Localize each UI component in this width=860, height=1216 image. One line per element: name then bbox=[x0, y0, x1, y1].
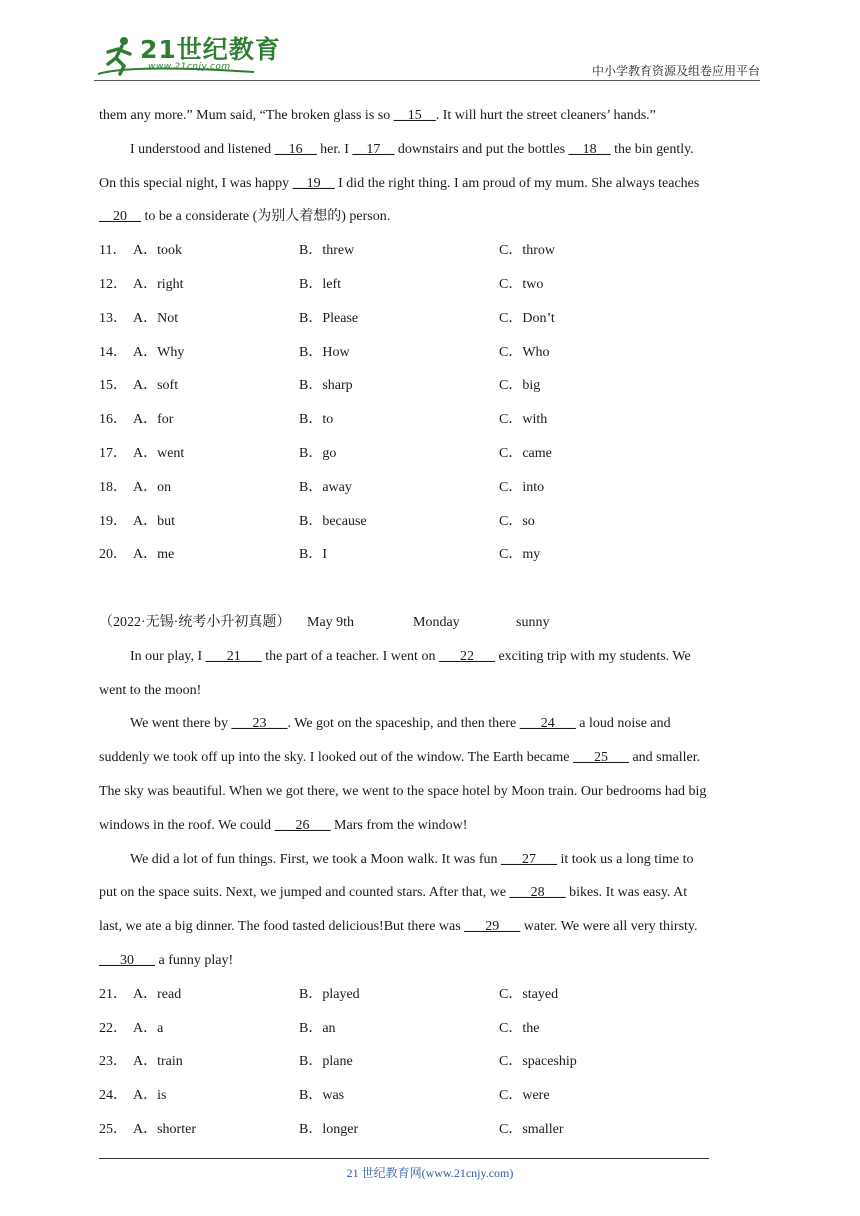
option-a[interactable]: A．is bbox=[133, 1088, 167, 1104]
option-b[interactable]: B．because bbox=[299, 513, 367, 529]
passage-line bbox=[99, 203, 761, 237]
passage-text: We went there by bbox=[130, 716, 232, 732]
option-c[interactable]: C．spaceship bbox=[499, 1054, 577, 1070]
option-c[interactable]: C．my bbox=[499, 547, 541, 563]
option-c[interactable]: C．Who bbox=[499, 344, 550, 360]
passage-line bbox=[99, 812, 761, 846]
passage-text: the part of a teacher. I went on bbox=[261, 648, 439, 664]
passage-line bbox=[99, 677, 761, 711]
option-a[interactable]: A．a bbox=[133, 1020, 164, 1036]
blank-number: __20__ bbox=[99, 209, 141, 225]
question-number: 15． bbox=[99, 378, 127, 394]
question-number: 11． bbox=[99, 243, 127, 259]
passage-line bbox=[99, 136, 761, 170]
passage-line bbox=[99, 879, 761, 913]
option-a[interactable]: A．went bbox=[133, 445, 185, 461]
question-number: 21． bbox=[99, 986, 127, 1002]
option-b[interactable]: B．plane bbox=[299, 1054, 353, 1070]
passage-line bbox=[99, 643, 761, 677]
options-list-2 bbox=[99, 981, 761, 1150]
passage-text: We did a lot of fun things. First, we took a Moon walk. It was fun bbox=[130, 851, 501, 867]
question-options-row bbox=[99, 981, 761, 1015]
question-number: 22． bbox=[99, 1020, 127, 1036]
passage-text: windows in the roof. We could bbox=[99, 817, 275, 833]
passage-text: downstairs and put the bottles bbox=[394, 141, 569, 157]
passage-text: water. We were all very thirsty. bbox=[520, 919, 698, 935]
passage-line bbox=[99, 102, 761, 136]
option-b[interactable]: B．threw bbox=[299, 243, 355, 259]
options-list-1 bbox=[99, 237, 761, 575]
passage-text: In our play, I bbox=[130, 648, 206, 664]
footer-text: 21 世纪教育网(www.21cnjy.com) bbox=[346, 1166, 514, 1180]
passage-text: it took us a long time to bbox=[557, 851, 694, 867]
option-a[interactable]: A．on bbox=[133, 479, 172, 495]
logo-text: 21世纪教育 bbox=[140, 35, 281, 64]
option-b[interactable]: B．left bbox=[299, 276, 341, 292]
blank-number: ___29___ bbox=[464, 919, 521, 935]
document-content bbox=[99, 102, 761, 1150]
blank-number: __17__ bbox=[352, 141, 395, 157]
option-c[interactable]: C．the bbox=[499, 1020, 540, 1036]
option-a[interactable]: A．shorter bbox=[133, 1121, 196, 1137]
header-divider bbox=[94, 80, 760, 81]
option-b[interactable]: B．I bbox=[299, 547, 327, 563]
option-a[interactable]: A．Not bbox=[133, 310, 179, 326]
option-c[interactable]: C．throw bbox=[499, 243, 555, 259]
question-options-row bbox=[99, 1048, 761, 1082]
option-a[interactable]: A．Why bbox=[133, 344, 185, 360]
question-options-row bbox=[99, 474, 761, 508]
blank-number: __19__ bbox=[292, 175, 335, 191]
passage-text: to be a considerate (为别人着想的) person. bbox=[141, 209, 391, 225]
question-number: 25． bbox=[99, 1121, 127, 1137]
question-number: 17． bbox=[99, 445, 127, 461]
question-options-row bbox=[99, 372, 761, 406]
passage-2-header bbox=[99, 609, 761, 643]
passage-text: her. I bbox=[316, 141, 353, 157]
option-b[interactable]: B．Please bbox=[299, 310, 359, 326]
option-b[interactable]: B．go bbox=[299, 445, 337, 461]
question-number: 18． bbox=[99, 479, 127, 495]
footer-divider bbox=[99, 1158, 709, 1159]
passage-line bbox=[99, 170, 761, 204]
blank-number: ___28___ bbox=[509, 885, 566, 901]
option-c[interactable]: C．smaller bbox=[499, 1121, 564, 1137]
passage-text: last, we ate a big dinner. The food tasted delicious!But there was bbox=[99, 919, 465, 935]
blank-number: ___27___ bbox=[501, 851, 557, 867]
question-options-row bbox=[99, 237, 761, 271]
blank-number: ___21___ bbox=[205, 648, 262, 664]
question-number: 20． bbox=[99, 547, 127, 563]
passage-text: suddenly we took off up into the sky. I looked out of the window. The Earth became bbox=[99, 750, 573, 766]
option-b[interactable]: B．How bbox=[299, 344, 350, 360]
option-a[interactable]: A．me bbox=[133, 547, 175, 563]
passage-text: and smaller. bbox=[628, 750, 701, 766]
blank-number: __18__ bbox=[568, 141, 611, 157]
passage-text: a funny play! bbox=[155, 952, 234, 968]
diary-day: Monday bbox=[413, 614, 460, 630]
blank-number: ___30___ bbox=[99, 952, 155, 968]
question-options-row bbox=[99, 440, 761, 474]
passage-text: put on the space suits. Next, we jumped and counted stars. After that, we bbox=[99, 885, 510, 901]
option-a[interactable]: A．read bbox=[133, 986, 182, 1002]
option-c[interactable]: C．so bbox=[499, 513, 535, 529]
option-a[interactable]: A．soft bbox=[133, 378, 179, 394]
option-c[interactable]: C．two bbox=[499, 276, 544, 292]
passage-line bbox=[99, 846, 761, 880]
option-c[interactable]: C．into bbox=[499, 479, 545, 495]
question-options-row bbox=[99, 541, 761, 575]
question-number: 14． bbox=[99, 344, 127, 360]
passage-text: . It will hurt the street cleaners’ hands.” bbox=[435, 108, 656, 123]
blank-number: __16__ bbox=[274, 141, 317, 157]
passage-line bbox=[99, 744, 761, 778]
blank-number: ___24___ bbox=[519, 716, 576, 732]
passage-text: Mars from the window! bbox=[330, 817, 468, 833]
question-number: 16． bbox=[99, 412, 127, 428]
question-options-row bbox=[99, 339, 761, 373]
option-a[interactable]: A．but bbox=[133, 513, 175, 529]
page-header bbox=[94, 30, 760, 80]
blank-number: __15__ bbox=[393, 108, 436, 123]
question-number: 19． bbox=[99, 513, 127, 529]
passage-text: The sky was beautiful. When we got there, we went to the space hotel by Moon train. Our bedrooms had big bbox=[99, 783, 707, 799]
option-b[interactable]: B．longer bbox=[299, 1121, 359, 1137]
logo-url: www.21cnjy.com bbox=[148, 62, 231, 72]
passage-line bbox=[99, 710, 761, 744]
passage-line bbox=[99, 913, 761, 947]
question-options-row bbox=[99, 508, 761, 542]
passage-text: I understood and listened bbox=[130, 141, 275, 157]
option-c[interactable]: C．big bbox=[499, 378, 541, 394]
diary-date: May 9th bbox=[307, 614, 355, 630]
question-number: 12． bbox=[99, 276, 127, 292]
platform-name: 中小学教育资源及组卷应用平台 bbox=[591, 64, 760, 78]
question-options-row bbox=[99, 1015, 761, 1049]
passage-text: went to the moon! bbox=[99, 682, 202, 698]
question-options-row bbox=[99, 406, 761, 440]
option-c[interactable]: C．were bbox=[499, 1088, 550, 1104]
option-b[interactable]: B．played bbox=[299, 986, 360, 1002]
option-c[interactable]: C．stayed bbox=[499, 986, 559, 1002]
question-options-row bbox=[99, 271, 761, 305]
passage-line bbox=[99, 947, 761, 981]
option-a[interactable]: A．took bbox=[133, 243, 182, 259]
passage-text: exciting trip with my students. We bbox=[494, 648, 691, 664]
question-options-row bbox=[99, 1082, 761, 1116]
source-label: （2022·无锡·统考小升初真题） bbox=[99, 614, 291, 630]
option-c[interactable]: C．with bbox=[499, 412, 548, 428]
passage-text: I did the right thing. I am proud of my mum. She always teaches bbox=[334, 175, 700, 191]
option-a[interactable]: A．right bbox=[133, 276, 184, 292]
blank-number: ___23___ bbox=[231, 716, 288, 732]
question-number: 24． bbox=[99, 1088, 127, 1104]
option-a[interactable]: A．for bbox=[133, 412, 174, 428]
passage-text: them any more.” Mum said, “The broken glass is so bbox=[99, 108, 394, 123]
option-b[interactable]: B．to bbox=[299, 412, 334, 428]
question-number: 23． bbox=[99, 1054, 127, 1070]
passage-text: a loud noise and bbox=[575, 716, 671, 732]
option-b[interactable]: B．was bbox=[299, 1088, 345, 1104]
question-options-row bbox=[99, 1116, 761, 1150]
option-c[interactable]: C．came bbox=[499, 445, 552, 461]
option-b[interactable]: B．an bbox=[299, 1020, 336, 1036]
option-b[interactable]: B．away bbox=[299, 479, 352, 495]
passage-2 bbox=[99, 643, 761, 981]
passage-text: the bin gently. bbox=[610, 141, 694, 157]
blank-number: ___25___ bbox=[572, 750, 629, 766]
passage-text: On this special night, I was happy bbox=[99, 175, 293, 191]
passage-line bbox=[99, 778, 761, 812]
diary-weather: sunny bbox=[516, 614, 550, 630]
passage-text: bikes. It was easy. At bbox=[565, 885, 688, 901]
question-options-row bbox=[99, 305, 761, 339]
question-number: 13． bbox=[99, 310, 127, 326]
passage-text: . We got on the spaceship, and then there bbox=[287, 716, 520, 732]
blank-number: ___26___ bbox=[274, 817, 331, 833]
option-b[interactable]: B．sharp bbox=[299, 378, 353, 394]
option-c[interactable]: C．Don’t bbox=[499, 310, 555, 326]
blank-number: ___22___ bbox=[438, 648, 495, 664]
section-gap bbox=[99, 575, 761, 609]
passage-1 bbox=[99, 102, 761, 237]
option-a[interactable]: A．train bbox=[133, 1054, 183, 1070]
